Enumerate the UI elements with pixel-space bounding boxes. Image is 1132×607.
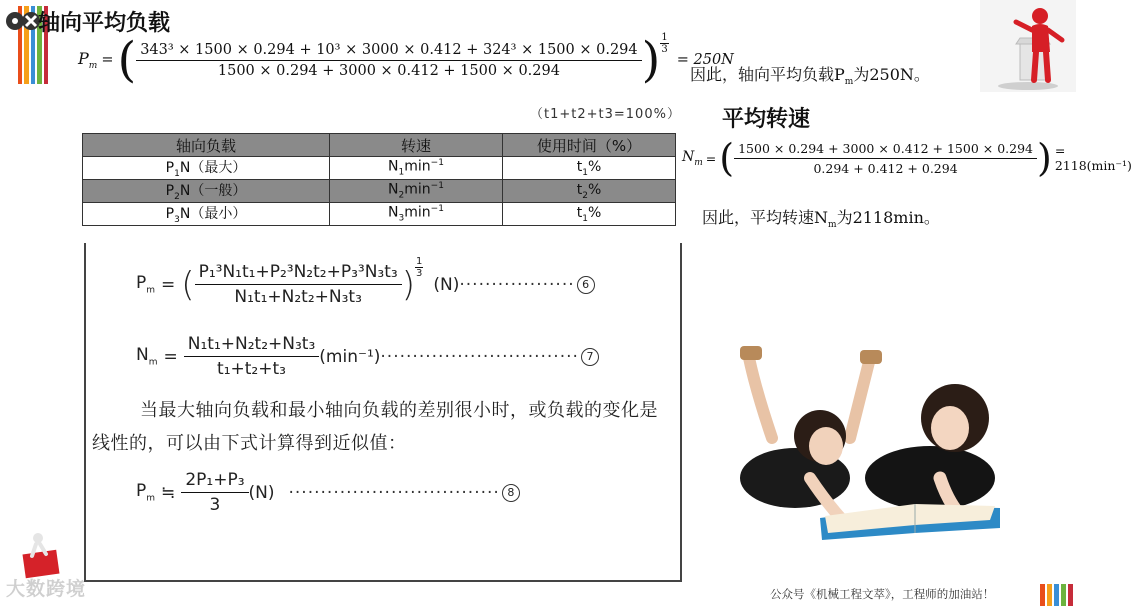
table-row <box>83 157 676 180</box>
eq7-numerator: N₁t₁+N₂t₂+N₃t₃ <box>184 334 320 357</box>
eq7-lhs: $N_m$ <box>136 345 158 368</box>
cell-load: $P_2N$（一般） <box>83 180 330 203</box>
reading-people-photo <box>700 328 1050 558</box>
eq7-fraction <box>184 334 320 379</box>
eq6-denominator: N₁t₁+N₂t₂+N₃t₃ <box>234 287 362 307</box>
equation-6 <box>136 256 595 307</box>
foot-bar-1 <box>1040 584 1045 606</box>
nm-denominator: 0.294 + 0.412 + 0.294 <box>813 160 958 176</box>
equals-sign: = <box>163 346 178 367</box>
nm-numerator: 1500 × 0.294 + 3000 × 0.412 + 1500 × 0.294 <box>734 141 1037 159</box>
footer-text: 公众号《机械工程文萃》，工程师的加油站！ <box>770 587 995 601</box>
conclusion-speed: 因此，平均转速$N_m$为2118min。 <box>702 208 940 231</box>
eq6-dots: ·················· <box>459 274 575 295</box>
nm-lhs: $N_m$ <box>682 148 703 168</box>
eq8-numerator: 2P₁+P₃ <box>181 470 248 493</box>
pm-calculation-formula <box>78 32 734 88</box>
equation-8 <box>136 470 520 515</box>
header-speed: 转速 <box>330 134 503 157</box>
pm-numerator: 343³ × 1500 × 0.294 + 10³ × 3000 × 0.412 + 324³ × 1500 × 0.294 <box>136 42 641 61</box>
foot-bar-2 <box>1047 584 1052 606</box>
table-header-row <box>83 134 676 157</box>
right-paren: ) <box>1037 136 1052 180</box>
cell-speed: $N_2\min^{-1}$ <box>330 180 503 203</box>
nm-calculation-formula <box>682 136 1132 180</box>
left-paren: ( <box>719 136 735 180</box>
eq6-fraction <box>195 262 402 307</box>
table-row <box>83 203 676 226</box>
eq8-fraction <box>181 470 248 515</box>
cell-time: $t_2\%$ <box>503 180 676 203</box>
left-paren: ( <box>117 32 137 88</box>
header-time: 使用时间（%） <box>503 134 676 157</box>
equation-7 <box>136 334 599 379</box>
cell-load: $P_1N$（最大） <box>83 157 330 180</box>
cell-time: $t_1\%$ <box>503 157 676 180</box>
corner-figure-icon <box>18 530 66 580</box>
eq7-denominator: t₁+t₂+t₃ <box>217 359 286 379</box>
equals-sign: = <box>161 274 176 295</box>
eq7-number: 7 <box>581 348 599 366</box>
load-table <box>82 133 676 226</box>
eq6-exponent: $\frac{1}{3}$ <box>416 256 423 279</box>
pm-exponent: $\frac{1}{3}$ <box>661 32 668 55</box>
nm-fraction <box>734 141 1037 176</box>
cell-time: $t_1\%$ <box>503 203 676 226</box>
eq8-unit: (N) <box>248 482 275 503</box>
eq6-number: 6 <box>577 276 595 294</box>
foot-bar-4 <box>1061 584 1066 606</box>
eq8-number: 8 <box>502 484 520 502</box>
cell-speed: $N_1\min^{-1}$ <box>330 157 503 180</box>
eq6-numerator: P₁³N₁t₁+P₂³N₂t₂+P₃³N₃t₃ <box>195 262 402 285</box>
eq8-lhs: $P_m$ <box>136 481 156 504</box>
foot-bar-3 <box>1054 584 1059 606</box>
pm-result: = 250N <box>676 52 734 68</box>
conclusion-load: 因此，轴向平均负载$P_m$为250N。 <box>690 65 930 88</box>
nm-result: = 2118(min⁻¹) <box>1054 143 1132 173</box>
cell-load: $P_3N$（最小） <box>83 203 330 226</box>
header-load: 轴向负载 <box>83 134 330 157</box>
percent-note: （t1+t2+t3=100%） <box>530 107 681 122</box>
approximation-paragraph: 当最大轴向负载和最小轴向负载的差别很小时，或负载的变化是线性的，可以由下式计算得到近似值： <box>92 400 658 454</box>
speaker-figure-icon <box>980 0 1076 92</box>
pm-fraction <box>136 42 641 79</box>
watermark-text: 大数跨境 <box>6 578 87 600</box>
eq6-lhs: $P_m$ <box>136 273 156 296</box>
eq7-unit: (min⁻¹) <box>319 346 381 367</box>
eq8-dots: ································· <box>288 482 500 503</box>
pm-lhs: $P_m$ <box>78 48 98 72</box>
eq8-denominator: 3 <box>209 495 221 515</box>
foot-bar-5 <box>1068 584 1073 606</box>
eq7-dots: ······························· <box>380 346 579 367</box>
right-paren: ) <box>401 264 415 305</box>
eq6-unit: (N) <box>433 274 460 295</box>
table-row <box>83 180 676 203</box>
footer-color-bars <box>1040 584 1073 606</box>
left-paren: ( <box>181 264 195 305</box>
equals-sign: = <box>101 52 114 68</box>
avg-speed-title: 平均转速 <box>722 107 811 132</box>
approx-equals-sign: ≒ <box>161 482 176 503</box>
page-title: 轴向平均负载 <box>38 11 171 36</box>
cell-speed: $N_3\min^{-1}$ <box>330 203 503 226</box>
equals-sign: = <box>705 150 717 166</box>
right-paren: ) <box>641 32 661 88</box>
pm-denominator: 1500 × 0.294 + 3000 × 0.412 + 1500 × 0.294 <box>217 62 560 79</box>
